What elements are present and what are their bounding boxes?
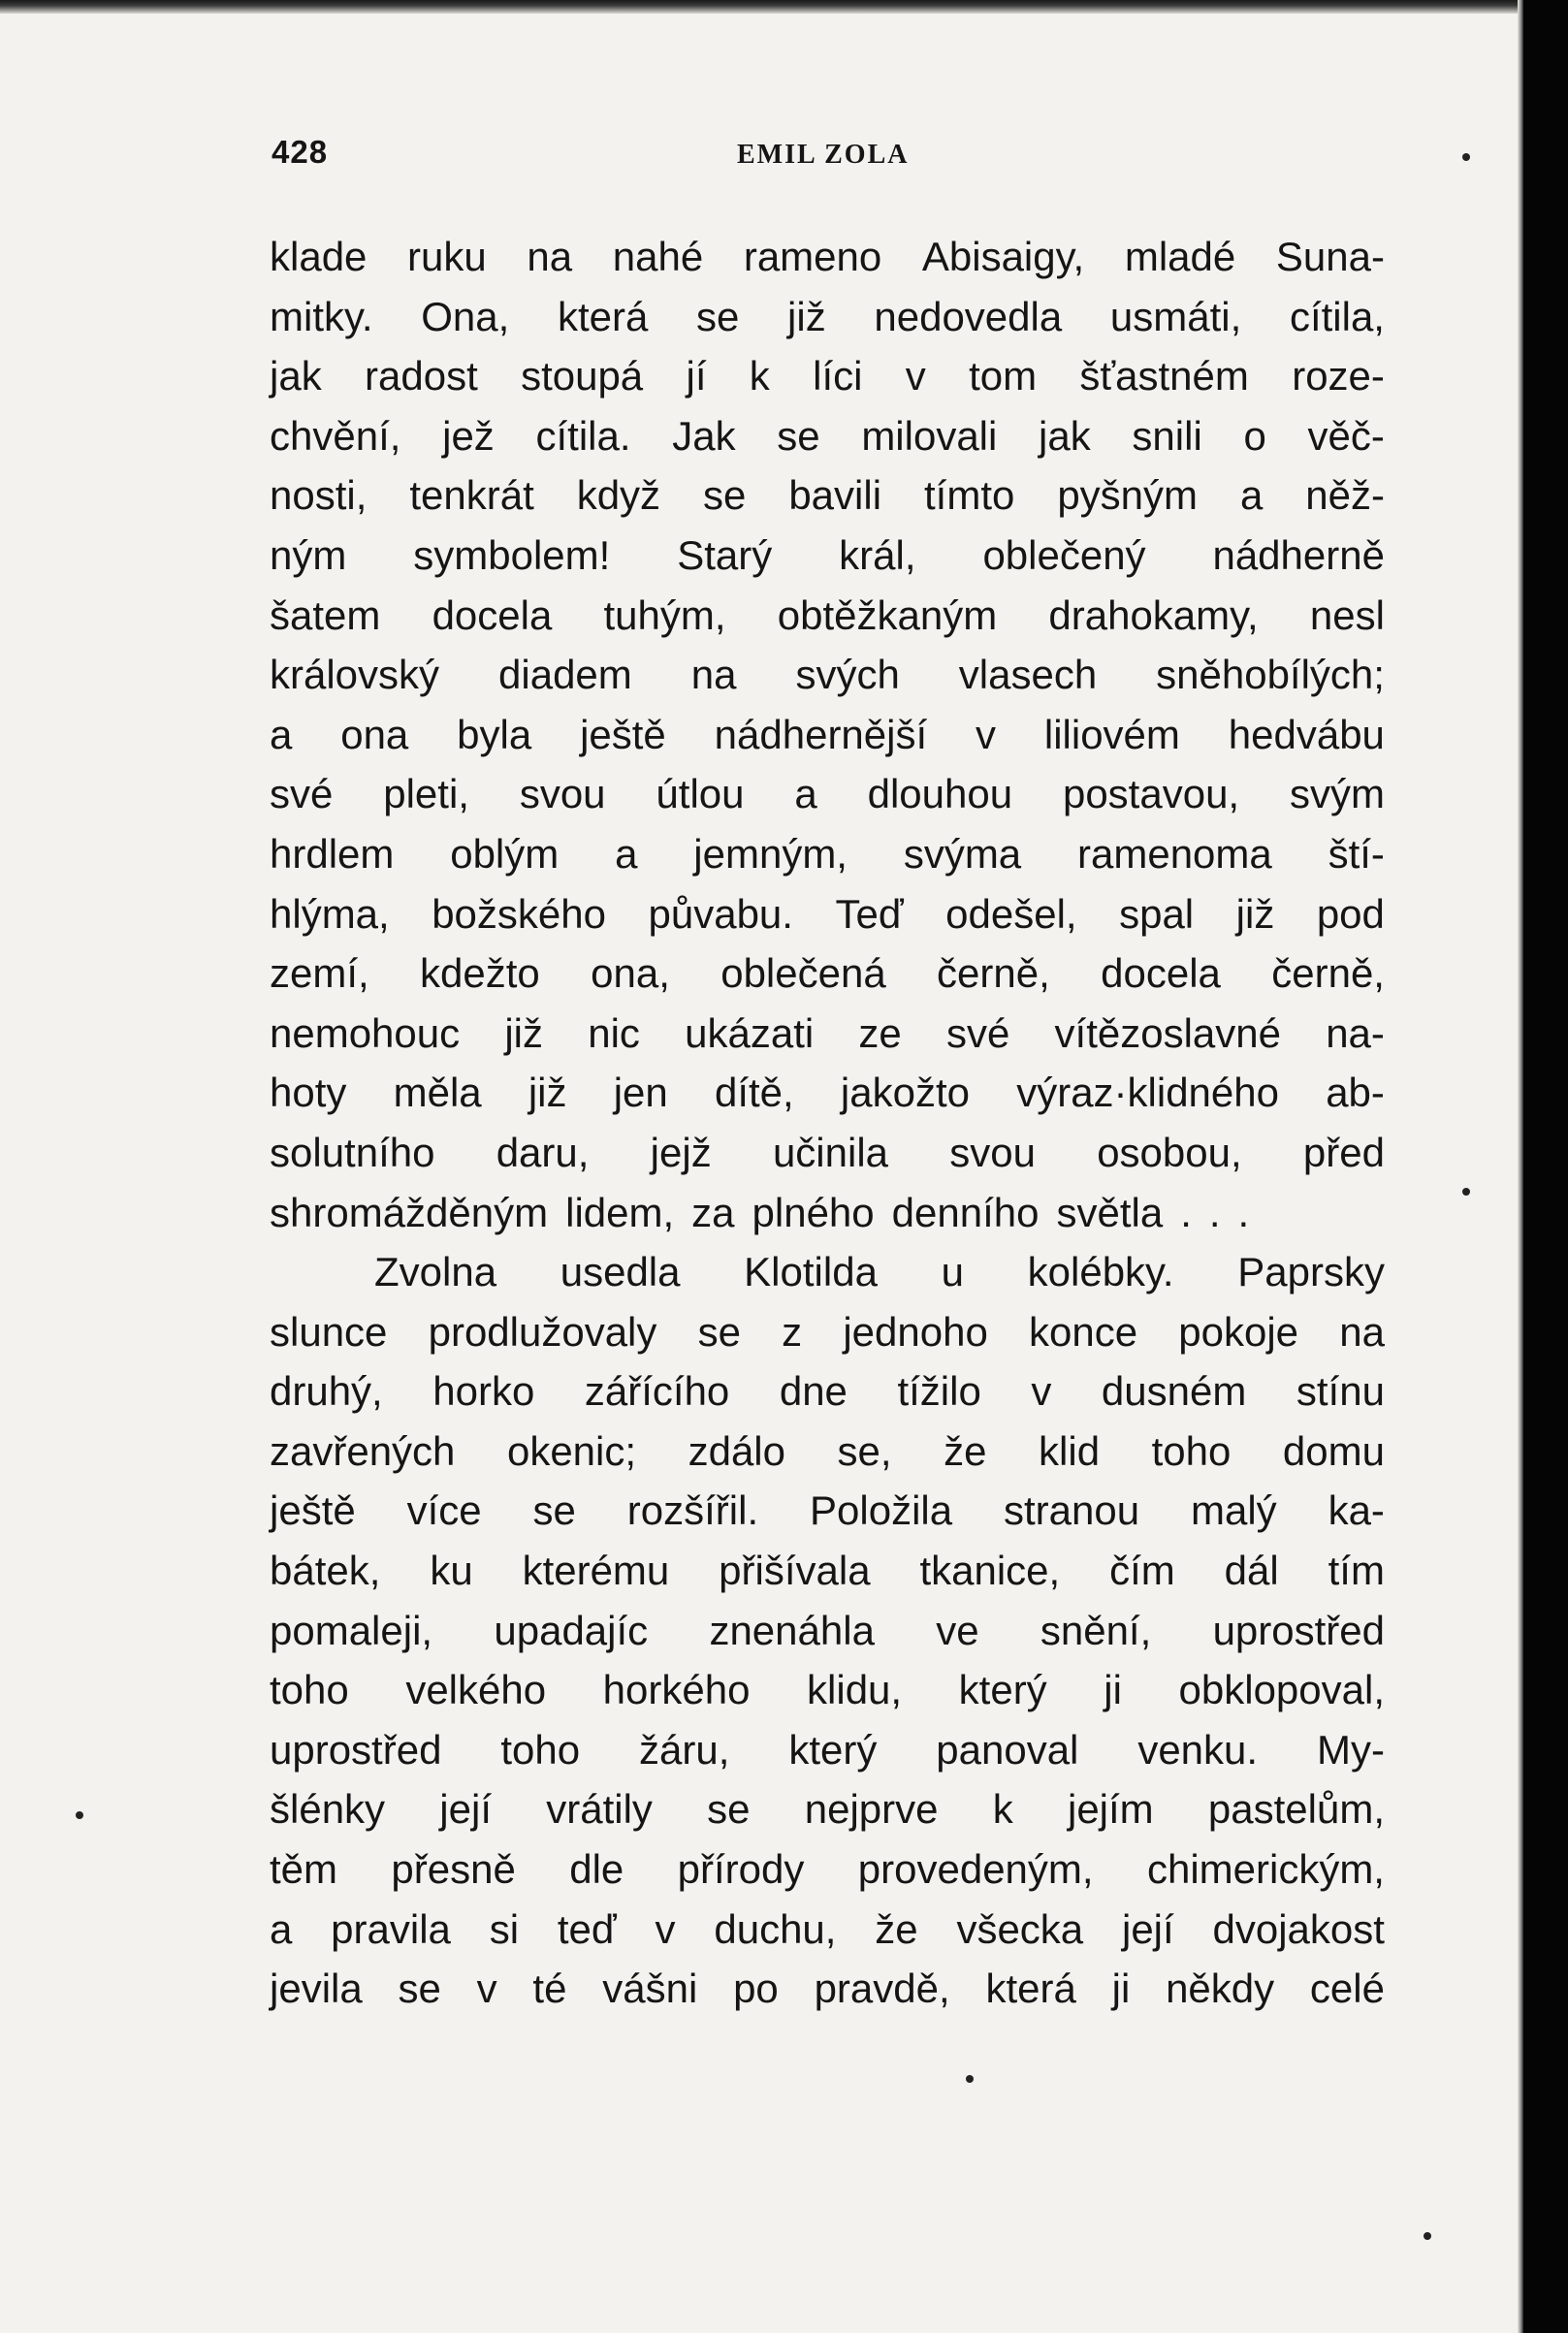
text-line: slunce prodlužovaly se z jednoho konce pokoje na [270, 1308, 1385, 1355]
text-line: jevila se v té vášni po pravdě, která ji někdy celé [270, 1965, 1385, 2012]
text-line: druhý, horko zářícího dne tížilo v dusném stínu [270, 1368, 1385, 1415]
text-line: a ona byla ještě nádhernější v liliovém hedvábu [270, 711, 1385, 757]
text-line: nemohouc již nic ukázati ze své vítězoslavné na- [270, 1009, 1385, 1056]
page-top-edge [0, 0, 1568, 14]
speck [76, 1811, 83, 1819]
text-line: chvění, jež cítila. Jak se milovali jak snili o věč- [270, 412, 1385, 459]
page-header [272, 134, 1387, 182]
speck [1462, 1188, 1470, 1196]
text-line: shromážděným lidem, za plného denního světla . . . [270, 1189, 1250, 1235]
text-line: Zvolna usedla Klotilda u kolébky. Paprsky [374, 1249, 1385, 1295]
text-line: uprostřed toho žáru, který panoval venku. My- [270, 1726, 1385, 1773]
text-line: klade ruku na nahé rameno Abisaigy, mladé Suna- [270, 234, 1385, 279]
text-line: a pravila si teď v duchu, že všecka její dvojakost [270, 1905, 1385, 1952]
text-line: královský diadem na svých vlasech sněhobílých; [270, 652, 1385, 698]
text-line: hlýma, božského půvabu. Teď odešel, spal již pod [270, 890, 1385, 937]
body-text [270, 227, 1385, 2019]
text-line: pomaleji, upadajíc znenáhla ve snění, uprostřed [270, 1607, 1385, 1653]
page-number: 428 [272, 134, 329, 170]
text-line: toho velkého horkého klidu, který ji obklopoval, [270, 1667, 1385, 1713]
text-line: těm přesně dle přírody provedeným, chimerickým, [270, 1846, 1385, 1893]
text-line: své pleti, svou útlou a dlouhou postavou, svým [270, 771, 1385, 817]
text-line: ným symbolem! Starý král, oblečený nádherně [270, 531, 1385, 578]
text-line: šatem docela tuhým, obtěžkaným drahokamy, nesl [270, 591, 1385, 638]
text-line: jak radost stoupá jí k líci v tom šťastném roze- [270, 353, 1385, 399]
text-line: hoty měla již jen dítě, jakožto výraz·klidného ab- [270, 1070, 1385, 1116]
text-line: nosti, tenkrát když se bavili tímto pyšným a něž- [270, 472, 1385, 519]
text-line: zavřených okenic; zdálo se, že klid toho domu [270, 1427, 1385, 1474]
speck [1462, 153, 1470, 161]
speck [966, 2075, 974, 2083]
text-line: ještě více se rozšířil. Položila stranou malý ka- [270, 1487, 1385, 1534]
book-spine [1523, 0, 1568, 2333]
text-line: hrdlem oblým a jemným, svýma ramenoma ští- [270, 830, 1385, 877]
text-line: bátek, ku kterému přišívala tkanice, čím dál tím [270, 1548, 1385, 1594]
text-line: solutního daru, jejž učinila svou osobou, před [270, 1129, 1385, 1175]
running-head: EMIL ZOLA [737, 140, 910, 170]
text-line: zemí, kdežto ona, oblečená černě, docela černě, [270, 950, 1385, 997]
text-line: mitky. Ona, která se již nedovedla usmáti, cítila, [270, 293, 1385, 339]
text-line: šlénky její vrátily se nejprve k jejím pastelům, [270, 1786, 1385, 1833]
speck [1424, 2232, 1431, 2240]
